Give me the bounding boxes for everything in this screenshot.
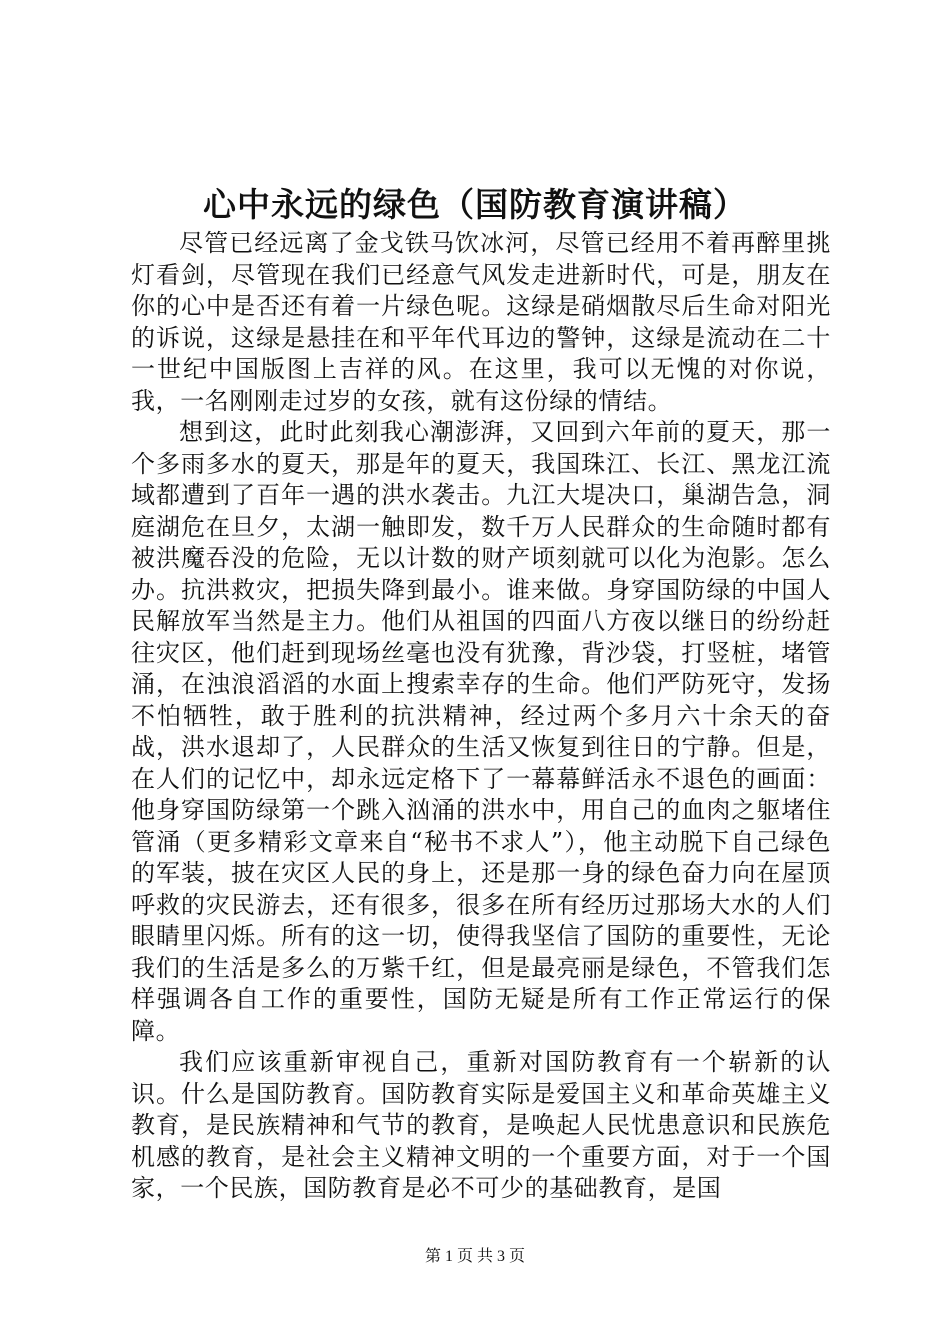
paragraph-2: 想到这，此时此刻我心潮澎湃，又回到六年前的夏天，那一个多雨多水的夏天，那是年的夏天，我国珠江、长江、黑龙江流域都遭到了百年一遇的洪水袭击。九江大堤决口，巢湖告急，洞庭湖危在旦夕，太湖一触即发，数千万人民群众的生命随时都有被洪魔吞没的危险，无以计数的财产顷刻就可以化为泡影。怎么办。抗洪救灾，把损失降到最小。谁来做。身穿国防绿的中国人民解放军当然是主力。他们从祖国的四面八方夜以继日的纷纷赶往灾区，他们赶到现场丝毫也没有犹豫，背沙袋，打竖桩，堵管涌，在浊浪滔滔的水面上搜索幸存的生命。他们严防死守，发扬不怕牺牲，敢于胜利的抗洪精神，经过两个多月六十余天的奋战，洪水退却了，人民群众的生活又恢复到往日的宁静。但是，在人们的记忆中，却永远定格下了一幕幕鲜活永不退色的画面：他身穿国防绿第一个跳入汹涌的洪水中，用自己的血肉之躯堵住管涌（更多精彩文章来自“秘书不求人”），他主动脱下自己绿色的军装，披在灾区人民的身上，还是那一身的绿色奋力向在屋顶呼救的灾民游去，还有很多，很多在所有经历过那场大水的人们眼睛里闪烁。所有的这一切，使得我坚信了国防的重要性，无论我们的生活是多么的万紫千红，但是最亮丽是绿色，不管我们怎样强调各自工作的重要性，国防无疑是所有工作正常运行的保障。 [131, 418, 831, 1045]
document-body [131, 228, 831, 1205]
paragraph-3: 我们应该重新审视自己，重新对国防教育有一个崭新的认识。什么是国防教育。国防教育实际是爱国主义和革命英雄主义教育，是民族精神和气节的教育，是唤起人民忧患意识和民族危机感的教育，是社会主义精神文明的一个重要方面，对于一个国家，一个民族，国防教育是必不可少的基础教育，是国 [131, 1048, 831, 1202]
paragraph-1: 尽管已经远离了金戈铁马饮冰河，尽管已经用不着再醉里挑灯看剑，尽管现在我们已经意气风发走进新时代，可是，朋友在你的心中是否还有着一片绿色呢。这绿是硝烟散尽后生命对阳光的诉说，这绿是悬挂在和平年代耳边的警钟，这绿是流动在二十一世纪中国版图上吉祥的风。在这里，我可以无愧的对你说，我，一名刚刚走过岁的女孩，就有这份绿的情结。 [131, 229, 831, 415]
page-footer: 第 1 页 共 3 页 [424, 1248, 525, 1265]
document-title: 心中永远的绿色（国防教育演讲稿） [203, 185, 747, 224]
